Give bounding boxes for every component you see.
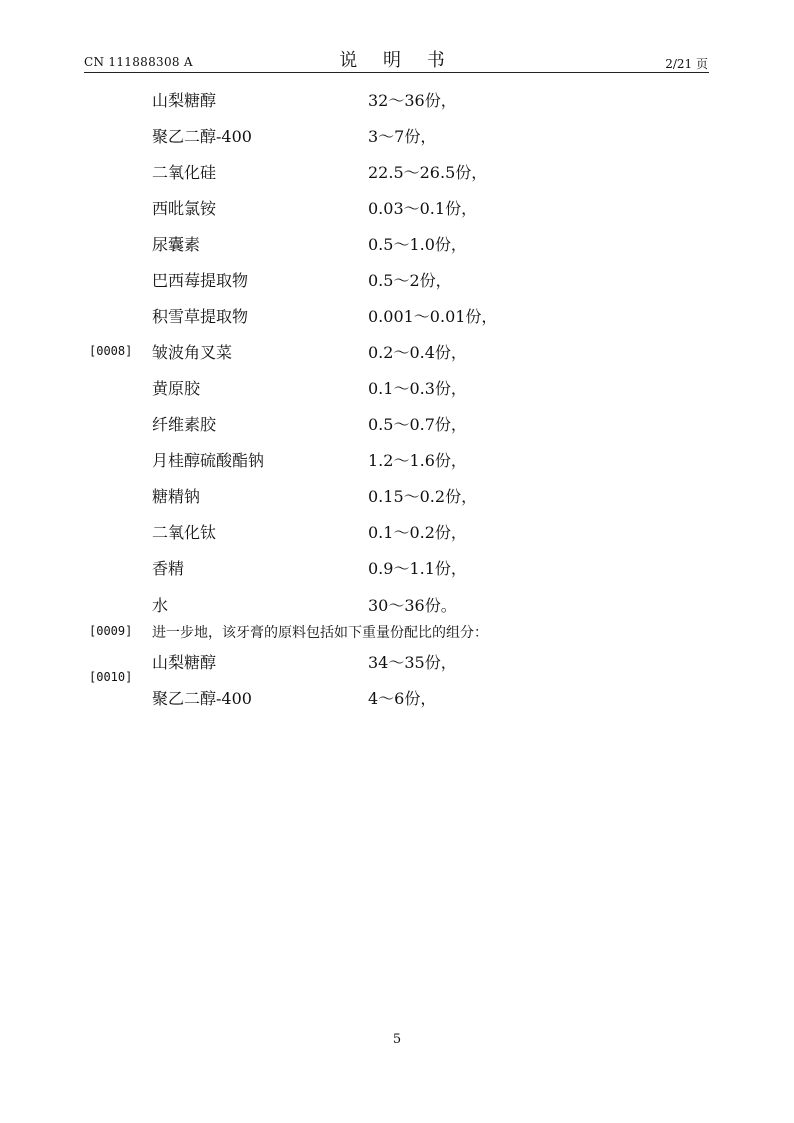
ingredient-amount: 0.001～0.01份，: [368, 307, 498, 326]
paragraph-tag-0010: [0010]: [89, 670, 133, 684]
ingredient-amount: 30～36份。: [368, 596, 457, 615]
ingredient-amount: 1.2～1.6份，: [368, 451, 467, 470]
ingredient-amount: 0.9～1.1份，: [368, 559, 467, 578]
list-item: [0, 160, 794, 184]
ingredient-amount: 0.5～1.0份，: [368, 235, 467, 254]
ingredient-name: 积雪草提取物: [152, 307, 249, 326]
ingredient-name: 皱波角叉菜: [152, 343, 233, 362]
patent-number: CN 111888308 A: [84, 55, 193, 69]
paragraph-tag-0008: [0008]: [89, 344, 133, 358]
list-item: [0, 232, 794, 256]
ingredient-amount: 0.1～0.3份，: [368, 379, 467, 398]
ingredient-amount: 0.5～2份，: [368, 271, 452, 290]
list-item: [0, 304, 794, 328]
list-item: [0, 268, 794, 292]
list-item: [0, 124, 794, 148]
list-item: [0, 556, 794, 580]
ingredient-amount: 0.03～0.1份，: [368, 199, 478, 218]
ingredient-amount: 0.5～0.7份，: [368, 415, 467, 434]
ingredient-amount: 22.5～26.5份，: [368, 163, 488, 182]
ingredient-name: 山梨糖醇: [152, 91, 217, 110]
page-number: 5: [392, 1032, 402, 1047]
ingredient-amount: 34～35份，: [368, 653, 457, 672]
list-item: [0, 340, 794, 364]
ingredient-name: 巴西莓提取物: [152, 271, 249, 290]
ingredient-amount: 0.2～0.4份，: [368, 343, 467, 362]
page-indicator: 2/21 页: [665, 57, 708, 71]
ingredient-name: 糖精钠: [152, 487, 201, 506]
ingredient-name: 香精: [152, 559, 185, 578]
list-item: [0, 448, 794, 472]
paragraph-0009: 进一步地，该牙膏的原料包括如下重量份配比的组分：: [152, 625, 488, 641]
ingredient-name: 纤维素胶: [152, 415, 217, 434]
paragraph-tag-0009: [0009]: [89, 624, 133, 638]
page-title: 说 明 书: [339, 50, 455, 71]
list-item: [0, 520, 794, 544]
ingredient-name: 月桂醇硫酸酯钠: [152, 451, 265, 470]
list-item: [0, 196, 794, 220]
ingredient-name: 二氧化硅: [152, 163, 217, 182]
ingredient-name: 二氧化钛: [152, 523, 217, 542]
ingredient-amount: 0.15～0.2份，: [368, 487, 478, 506]
header-divider: [84, 72, 709, 73]
list-item: [0, 593, 794, 617]
ingredient-amount: 4～6份，: [368, 689, 437, 708]
ingredient-amount: 3～7份，: [368, 127, 437, 146]
ingredient-name: 西吡氯铵: [152, 199, 217, 218]
list-item: [0, 412, 794, 436]
ingredient-amount: 0.1～0.2份，: [368, 523, 467, 542]
ingredient-name: 黄原胶: [152, 379, 201, 398]
ingredient-name: 水: [152, 596, 169, 615]
ingredient-amount: 32～36份，: [368, 91, 457, 110]
list-item: [0, 484, 794, 508]
list-item: [0, 376, 794, 400]
list-item: [0, 88, 794, 112]
ingredient-name: 山梨糖醇: [152, 653, 217, 672]
ingredient-name: 聚乙二醇-400: [152, 127, 252, 146]
ingredient-name: 尿囊素: [152, 235, 201, 254]
list-item: [0, 686, 794, 710]
ingredient-name: 聚乙二醇-400: [152, 689, 252, 708]
